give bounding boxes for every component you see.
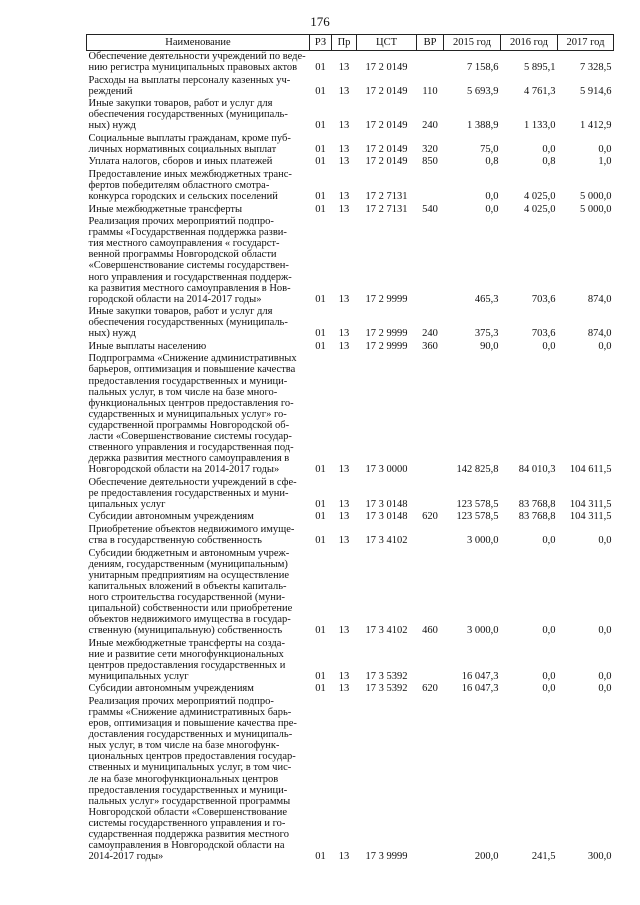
row-2015: 0,0 (485, 191, 499, 203)
row-name: Уплата налогов, сборов и иных платежей (88, 156, 273, 168)
row-vr (417, 477, 444, 512)
row-2016: 83 768,8 (518, 498, 556, 510)
row-2015: 0,0 (485, 203, 499, 215)
row-cst: 17 2 0149 (365, 62, 408, 74)
table-row (87, 156, 614, 168)
row-name: Иные закупки товаров, работ и услуг для обеспечения государственных (муниципаль- ных) нужд (88, 98, 288, 132)
row-rz: 01 (315, 535, 326, 547)
row-rz: 01 (315, 625, 326, 637)
row-name: Субсидии бюджетным и автономным учреж- дениям, государственным (муниципальным) унитарным предприятиям на осуществление капитальных вложений в объекты капиталь- ного строительства государственной (муни- ципальной) собственности или приобретение объектов недвижимого имущества в государ- ственную (муниципальную) собственность (88, 547, 293, 637)
header-2016: 2016 год (501, 35, 558, 51)
row-rz: 01 (315, 156, 326, 168)
row-pr: 13 (338, 535, 350, 547)
row-rz: 01 (315, 851, 326, 863)
row-2017: 104 311,5 (569, 498, 612, 510)
row-rz: 01 (315, 85, 326, 97)
row-2015: 3 000,0 (467, 625, 499, 637)
row-vr (417, 169, 444, 204)
header-cst: ЦСТ (357, 35, 417, 51)
table-row (87, 696, 614, 864)
row-rz: 01 (315, 293, 326, 305)
row-2017: 874,0 (587, 293, 612, 305)
row-cst: 17 2 0149 (365, 143, 408, 155)
row-cst: 17 2 9999 (365, 328, 408, 340)
row-pr: 13 (338, 670, 350, 682)
row-rz: 01 (315, 670, 326, 682)
row-2015: 375,3 (474, 328, 499, 340)
table-header-row (87, 35, 614, 51)
row-2016: 1 133,0 (524, 120, 556, 132)
row-2016: 0,0 (542, 340, 556, 352)
table-row (87, 306, 614, 341)
row-pr: 13 (338, 143, 350, 155)
row-vr: 850 (422, 156, 438, 168)
row-2015: 7 158,6 (467, 62, 499, 74)
row-pr: 13 (338, 498, 350, 510)
table-row (87, 353, 614, 476)
header-2015: 2015 год (444, 35, 501, 51)
row-vr (417, 638, 444, 684)
row-rz: 01 (315, 191, 326, 203)
table-row (87, 51, 614, 75)
header-name: Наименование (87, 35, 310, 51)
row-2016: 0,0 (542, 670, 556, 682)
row-2017: 0,0 (598, 625, 612, 637)
row-name: Иные закупки товаров, работ и услуг для обеспечения государственных (муниципаль- ных) нужд (88, 306, 288, 340)
row-2016: 4 025,0 (524, 203, 556, 215)
table-row (87, 524, 614, 548)
row-vr: 620 (422, 683, 438, 695)
row-2017: 0,0 (598, 683, 612, 695)
budget-table (86, 34, 614, 864)
row-2015: 3 000,0 (467, 535, 499, 547)
row-2015: 75,0 (480, 143, 499, 155)
row-2016: 0,0 (542, 535, 556, 547)
row-pr: 13 (338, 85, 350, 97)
row-cst: 17 2 9999 (365, 340, 408, 352)
row-2015: 465,3 (474, 293, 499, 305)
row-pr: 13 (338, 511, 350, 523)
row-pr: 13 (338, 625, 350, 637)
row-rz: 01 (315, 143, 326, 155)
row-2016: 4 025,0 (524, 191, 556, 203)
row-cst: 17 2 0149 (365, 156, 408, 168)
row-name: Обеспечение деятельности учреждений в сфе- ре предоставления государственных и муни- ципальных услуг (88, 476, 297, 510)
row-2016: 0,0 (542, 625, 556, 637)
row-rz: 01 (315, 464, 326, 476)
row-pr: 13 (338, 120, 350, 132)
row-2015: 5 693,9 (467, 85, 499, 97)
row-rz: 01 (315, 120, 326, 132)
row-2016: 241,5 (531, 851, 556, 863)
row-rz: 01 (315, 328, 326, 340)
row-rz: 01 (315, 203, 326, 215)
row-name: Расходы на выплаты персоналу казенных уч- реждений (88, 74, 291, 97)
row-2016: 5 895,1 (524, 62, 556, 74)
row-cst: 17 3 0000 (365, 464, 408, 476)
row-2015: 200,0 (474, 851, 499, 863)
row-2015: 90,0 (480, 340, 499, 352)
row-name: Иные межбюджетные трансферты (88, 203, 243, 215)
row-vr (417, 51, 444, 75)
row-pr: 13 (338, 293, 350, 305)
row-name: Подпрограмма «Снижение административных барьеров, оптимизация и повышение качества предоставления государственных и муници- пальных услуг, в том числе на базе много- функциональных центров предоставления го- сударственных и муниципальных услуг» го- сударственной программы Новгородской об- ласти «Совершенствование системы государ- ственного управления и государственная под- держка развития местного самоуправления в Новгородской области на 2014-2017 годы» (88, 353, 297, 476)
row-name: Субсидии автономным учреждениям (88, 683, 254, 695)
row-2015: 123 578,5 (456, 498, 499, 510)
row-vr (417, 696, 444, 864)
row-vr: 110 (422, 85, 438, 97)
row-vr: 620 (422, 511, 438, 523)
row-cst: 17 3 0148 (365, 511, 408, 523)
table-row (87, 511, 614, 523)
row-pr: 13 (338, 340, 350, 352)
table-row (87, 477, 614, 512)
row-vr: 360 (422, 340, 438, 352)
row-vr (417, 353, 444, 476)
row-2016: 4 761,3 (524, 85, 556, 97)
row-cst: 17 2 7131 (365, 191, 408, 203)
row-name: Реализация прочих мероприятий подпро- граммы «Снижение административных барь- еров, оптимизация и повышение качества пре- доставления государственных и муниципаль- ных услуг, в том числе на базе многофунк- циональных центров предоставления государ- ственных и муниципальных услуг, в том чис- ле на базе многофункциональных центров предоставления государственных и муници- пальных услуг» государственной программы Новгородской области «Совершенствование системы государственного управления и го- сударственная поддержка развития местного самоуправления в Новгородской области на 2014-2017 годы» (88, 695, 297, 863)
row-cst: 17 2 9999 (365, 293, 408, 305)
row-2017: 0,0 (598, 143, 612, 155)
row-2017: 300,0 (587, 851, 612, 863)
row-vr: 540 (422, 203, 438, 215)
row-name: Социальные выплаты гражданам, кроме пуб- личных нормативных социальных выплат (88, 132, 291, 155)
row-name: Предоставление иных межбюджетных транс- фертов победителям областного смотра- конкурса городских и сельских поселений (88, 168, 292, 203)
row-rz: 01 (315, 340, 326, 352)
row-2017: 874,0 (587, 328, 612, 340)
row-cst: 17 3 4102 (365, 535, 408, 547)
row-2015: 0,8 (485, 156, 499, 168)
table-row (87, 204, 614, 216)
row-name: Приобретение объектов недвижимого имуще- ства в государственную собственность (88, 523, 295, 547)
table-row (87, 548, 614, 638)
row-pr: 13 (338, 156, 350, 168)
row-name: Реализация прочих мероприятий подпро- граммы «Государственная поддержка разви- тия местного самоуправления « государст- венной программы Новгородской области «Совершенствование системы государствен- ного управления и государственная поддерж- ка развития местного самоуправления в Нов- городской области на 2014-2017 годы» (88, 216, 292, 305)
row-rz: 01 (315, 683, 326, 695)
row-vr: 240 (422, 328, 438, 340)
row-2016: 703,6 (531, 328, 556, 340)
table-row (87, 638, 614, 684)
table-row (87, 216, 614, 306)
table-row (87, 341, 614, 353)
row-cst: 17 2 0149 (365, 85, 408, 97)
header-2017: 2017 год (558, 35, 614, 51)
row-name: Субсидии автономным учреждениям (88, 511, 254, 523)
table-row (87, 75, 614, 99)
row-vr (417, 524, 444, 548)
row-pr: 13 (338, 203, 350, 215)
row-vr: 240 (422, 120, 438, 132)
row-cst: 17 2 0149 (365, 120, 408, 132)
row-2017: 5 914,6 (580, 85, 612, 97)
row-cst: 17 2 7131 (365, 203, 408, 215)
row-name: Иные межбюджетные трансферты на созда- ние и развитие сети многофункциональных центров предоставления государственных и муниципальных услуг (88, 637, 286, 682)
header-vr: ВР (417, 35, 444, 51)
row-2017: 0,0 (598, 340, 612, 352)
row-vr: 460 (422, 625, 438, 637)
row-name: Обеспечение деятельности учреждений по веде- нию регистра муниципальных правовых актов (88, 51, 306, 74)
row-2015: 16 047,3 (461, 683, 499, 695)
row-2016: 83 768,8 (518, 511, 556, 523)
row-2017: 1 412,9 (580, 120, 612, 132)
row-2017: 104 311,5 (569, 511, 612, 523)
row-2015: 16 047,3 (461, 670, 499, 682)
row-pr: 13 (338, 464, 350, 476)
row-2017: 7 328,5 (580, 62, 612, 74)
page-number: 176 (310, 14, 330, 29)
row-pr: 13 (338, 851, 350, 863)
table-row (87, 169, 614, 204)
row-pr: 13 (338, 683, 350, 695)
table-row (87, 98, 614, 133)
row-2016: 703,6 (531, 293, 556, 305)
row-2017: 0,0 (598, 670, 612, 682)
header-rz: РЗ (310, 35, 332, 51)
row-2015: 123 578,5 (456, 511, 499, 523)
row-name: Иные выплаты населению (88, 340, 207, 352)
row-2016: 84 010,3 (518, 464, 556, 476)
row-vr (417, 216, 444, 306)
row-rz: 01 (315, 498, 326, 510)
row-cst: 17 3 4102 (365, 625, 408, 637)
row-2017: 1,0 (598, 156, 612, 168)
row-2016: 0,8 (542, 156, 556, 168)
row-2016: 0,0 (542, 143, 556, 155)
row-cst: 17 3 5392 (365, 670, 408, 682)
row-cst: 17 3 5392 (365, 683, 408, 695)
table-body (87, 51, 614, 864)
row-rz: 01 (315, 62, 326, 74)
row-2017: 104 611,5 (569, 464, 612, 476)
row-2015: 1 388,9 (467, 120, 499, 132)
table-row (87, 133, 614, 157)
row-2017: 5 000,0 (580, 203, 612, 215)
row-rz: 01 (315, 511, 326, 523)
row-2017: 5 000,0 (580, 191, 612, 203)
row-pr: 13 (338, 191, 350, 203)
row-pr: 13 (338, 62, 350, 74)
row-pr: 13 (338, 328, 350, 340)
row-cst: 17 3 0148 (365, 498, 408, 510)
row-vr: 320 (422, 143, 438, 155)
row-2017: 0,0 (598, 535, 612, 547)
row-cst: 17 3 9999 (365, 851, 408, 863)
row-2015: 142 825,8 (456, 464, 499, 476)
row-2016: 0,0 (542, 683, 556, 695)
table-row (87, 683, 614, 695)
header-pr: Пр (332, 35, 357, 51)
